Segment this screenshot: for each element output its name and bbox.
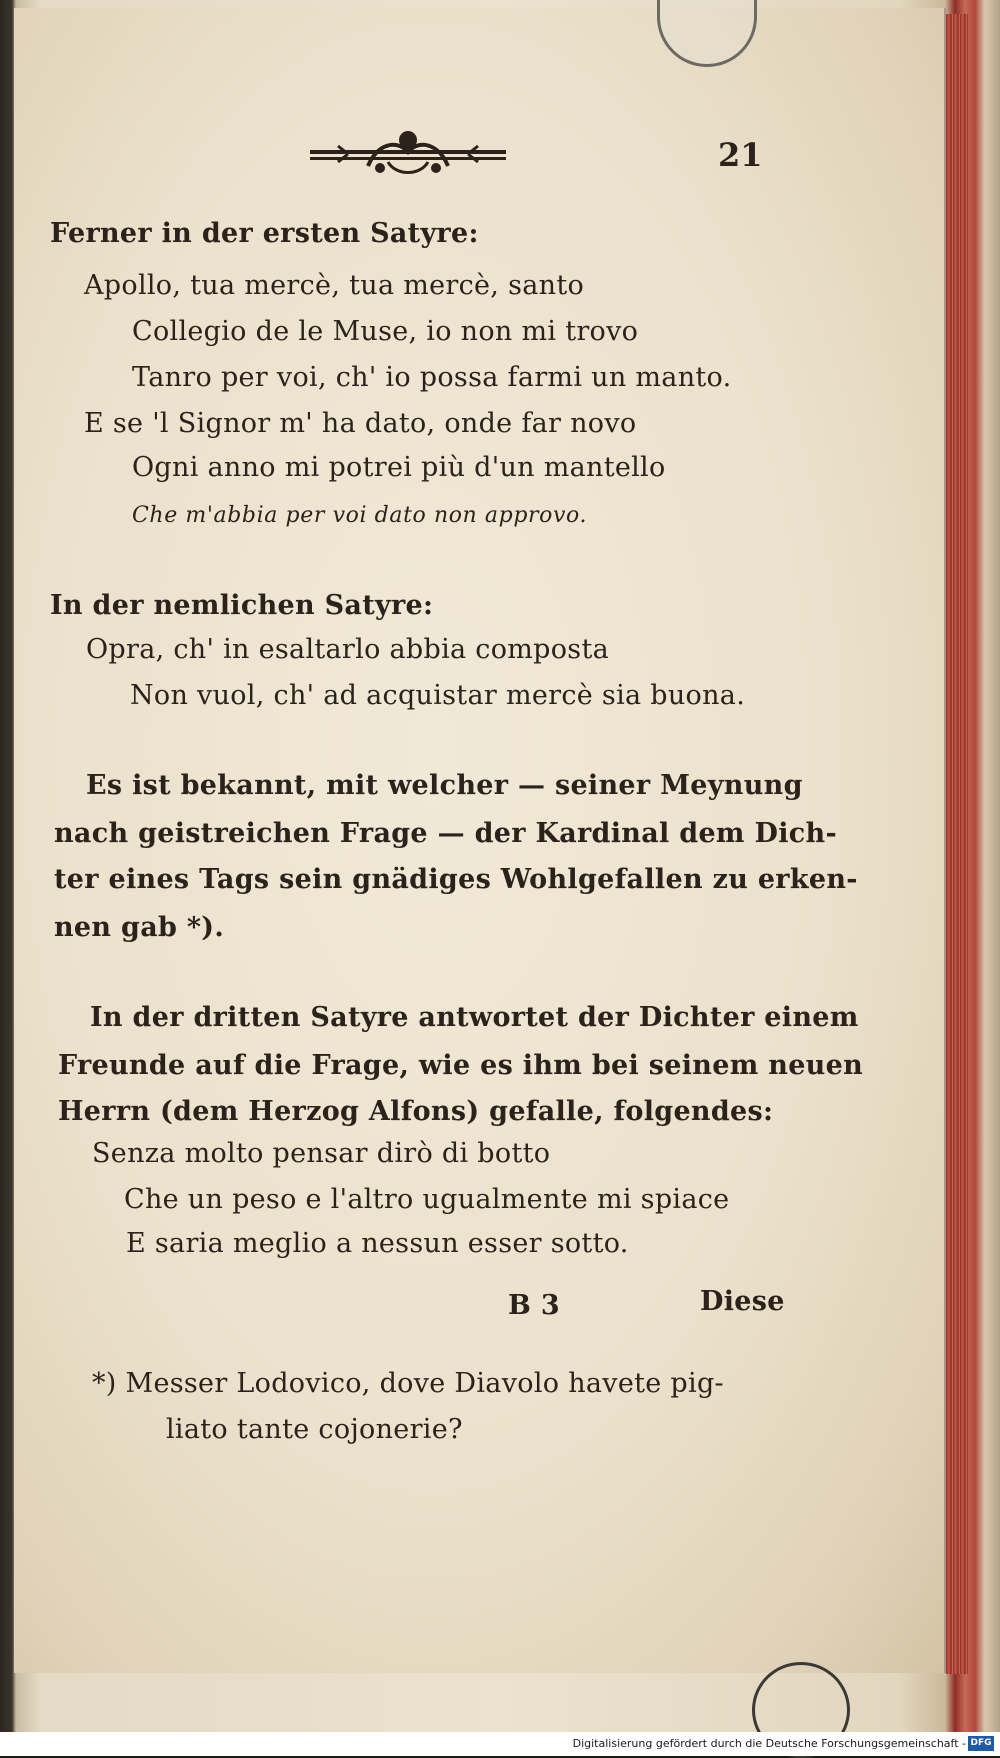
footer-credit: Digitalisierung gefördert durch die Deutsche Forschungsgemeinschaft -	[572, 1737, 966, 1750]
prose-line: ter eines Tags sein gnädiges Wohlgefallen zu erken-	[54, 864, 858, 895]
prose-line: Freunde auf die Frage, wie es ihm bei seinem neuen	[58, 1050, 864, 1081]
prose-line: nen gab *).	[54, 912, 225, 943]
signature-mark: B 3	[508, 1290, 560, 1321]
prose-line: Es ist bekannt, mit welcher — seiner Meynung	[86, 770, 803, 801]
verse-line: Collegio de le Muse, io non mi trovo	[132, 316, 639, 347]
intro-line-2: In der nemlichen Satyre:	[50, 590, 434, 621]
verse-line: Non vuol, ch' ad acquistar mercè sia buona.	[130, 680, 746, 711]
verse-line: Senza molto pensar dirò di botto	[92, 1138, 551, 1169]
catchword: Diese	[700, 1286, 785, 1317]
dfg-logo: DFG	[968, 1736, 994, 1751]
footnote-line: liato tante cojonerie?	[166, 1414, 463, 1445]
intro-line-1: Ferner in der ersten Satyre:	[50, 218, 479, 249]
footnote-line: *) Messer Lodovico, dove Diavolo havete pig-	[92, 1368, 724, 1399]
page-number: 21	[718, 136, 763, 174]
red-page-edges	[946, 14, 968, 1674]
headpiece-ornament	[308, 122, 508, 184]
verse-line: Tanro per voi, ch' io possa farmi un manto.	[132, 362, 732, 393]
verse-line: Opra, ch' in esaltarlo abbia composta	[86, 634, 610, 665]
prose-line: In der dritten Satyre antwortet der Dichter einem	[90, 1002, 859, 1033]
prose-line: Herrn (dem Herzog Alfons) gefalle, folgendes:	[58, 1096, 774, 1127]
verse-line: Che un peso e l'altro ugualmente mi spiace	[124, 1184, 730, 1215]
verse-line: Ogni anno mi potrei più d'un mantello	[132, 452, 666, 483]
verse-line: E se 'l Signor m' ha dato, onde far novo	[84, 408, 637, 439]
verse-line-italic: Che m'abbia per voi dato non approvo.	[132, 503, 588, 528]
verse-line: E saria meglio a nessun esser sotto.	[126, 1228, 629, 1259]
prose-line: nach geistreichen Frage — der Kardinal dem Dich-	[54, 818, 837, 849]
verse-line: Apollo, tua mercè, tua mercè, santo	[84, 270, 585, 301]
